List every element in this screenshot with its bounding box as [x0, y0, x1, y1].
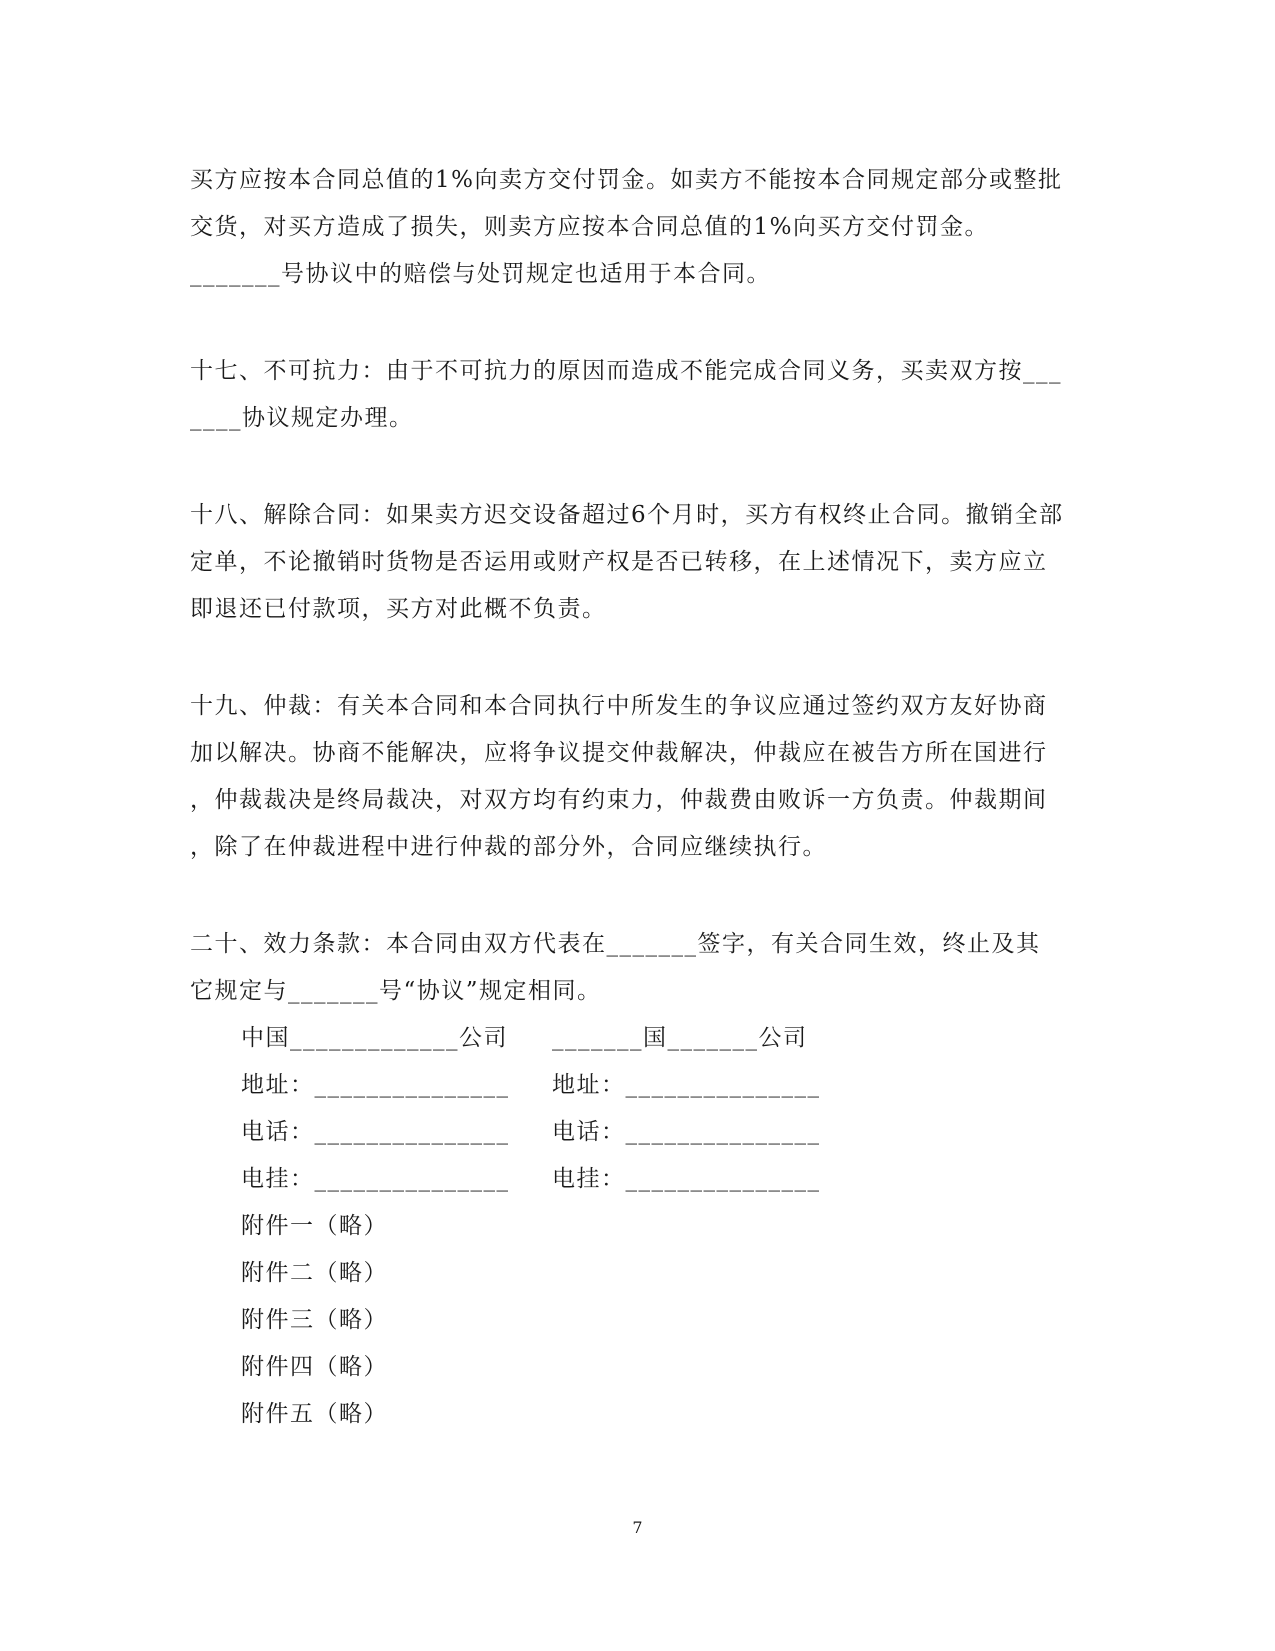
left-company-field: 中国_____________公司 — [241, 1025, 508, 1051]
validity-clause-line-1: 二十、效力条款：本合同由双方代表在_______签字，有关合同生效，终止及其 — [190, 931, 1041, 957]
penalty-clause-line-2: 交货，对买方造成了损失，则卖方应按本合同总值的1%向买方交付罚金。 — [190, 214, 989, 240]
arbitration-clause-line-2: 加以解决。协商不能解决，应将争议提交仲裁解决，仲裁应在被告方所在国进行 — [190, 740, 1048, 766]
penalty-clause-line-3: _______号协议中的赔偿与处罚规定也适用于本合同。 — [190, 261, 771, 287]
right-phone-field: 电话：_______________ — [552, 1119, 821, 1145]
page-number: 7 — [632, 1518, 643, 1537]
right-cable-field: 电挂：_______________ — [552, 1166, 821, 1192]
arbitration-clause-line-3: ，仲裁裁决是终局裁决，对双方均有约束力，仲裁费由败诉一方负责。仲裁期间 — [190, 787, 1048, 813]
force-majeure-clause-line-2: ____协议规定办理。 — [190, 405, 414, 431]
termination-clause-line-2: 定单，不论撤销时货物是否运用或财产权是否已转移，在上述情况下，卖方应立 — [190, 549, 1048, 575]
attachment-item: 附件四（略） — [241, 1354, 388, 1380]
attachment-item: 附件三（略） — [241, 1307, 388, 1333]
attachment-item: 附件一（略） — [241, 1213, 388, 1239]
attachment-item: 附件五（略） — [241, 1401, 388, 1427]
force-majeure-clause-line-1: 十七、不可抗力：由于不可抗力的原因而造成不能完成合同义务，买卖双方按___ — [190, 358, 1062, 384]
left-address-field: 地址：_______________ — [241, 1072, 510, 1098]
attachment-item: 附件二（略） — [241, 1260, 388, 1286]
right-address-field: 地址：_______________ — [552, 1072, 821, 1098]
arbitration-clause-line-4: ，除了在仲裁进程中进行仲裁的部分外，合同应继续执行。 — [190, 834, 827, 860]
termination-clause-line-3: 即退还已付款项，买方对此概不负责。 — [190, 596, 607, 622]
left-phone-field: 电话：_______________ — [241, 1119, 510, 1145]
right-company-field: _______国_______公司 — [552, 1025, 808, 1051]
termination-clause-line-1: 十八、解除合同：如果卖方迟交设备超过6个月时，买方有权终止合同。撤销全部 — [190, 502, 1064, 528]
penalty-clause-line-1: 买方应按本合同总值的1%向卖方交付罚金。如卖方不能按本合同规定部分或整批 — [190, 167, 1063, 193]
left-cable-field: 电挂：_______________ — [241, 1166, 510, 1192]
arbitration-clause-line-1: 十九、仲裁：有关本合同和本合同执行中所发生的争议应通过签约双方友好协商 — [190, 693, 1048, 719]
validity-clause-line-2: 它规定与_______号“协议”规定相同。 — [190, 978, 602, 1004]
